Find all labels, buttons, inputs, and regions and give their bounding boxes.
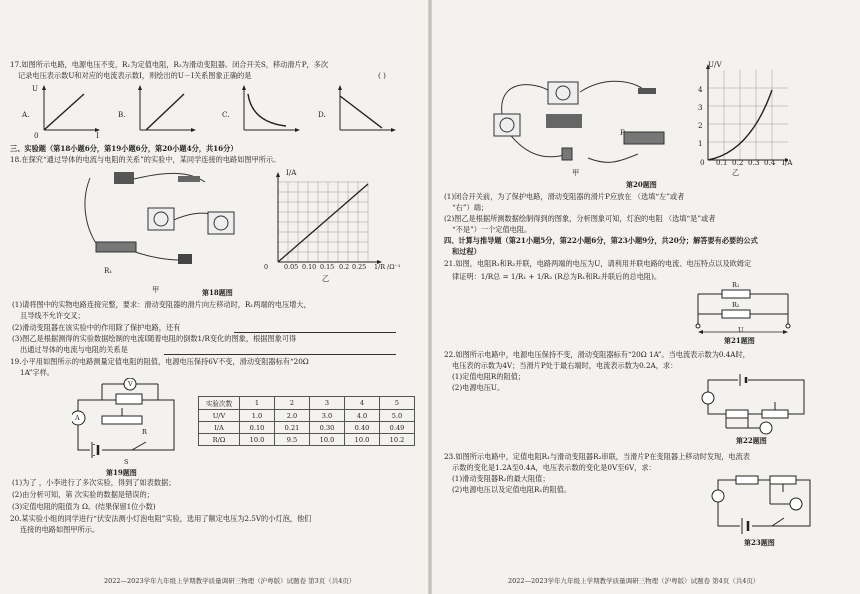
table-cell: 10.0 <box>240 434 275 446</box>
q23-part2: (2)电源电压以及定值电阻R₁的阻值。 <box>452 485 572 494</box>
q23-part1: (1)滑动变阻器R₂的最大阻值； <box>452 474 550 483</box>
q20-part1-line1: (1)闭合开关前，为了保护电路，滑动变阻器的滑片P应放在 （选填“左”或者 <box>444 192 685 201</box>
q19-part1: (1)为了 ，小李进行了多次实验，得到了如表数据； <box>12 478 176 487</box>
fig20-xtick-1: 0.1 <box>716 158 728 167</box>
q18-graph-x-label: 1/R /Ω⁻¹ <box>374 263 401 271</box>
q18-part2: (2)滑动变阻器在该实验中的作用除了保护电路，还有 <box>12 323 181 332</box>
q18-part3-answer-line <box>164 354 396 355</box>
q23-text-line1: 23.如图所示电路中，定值电阻R₁与滑动变阻器R₂串联，当滑片P在变阻器上移动时发现，电流表 <box>444 452 750 461</box>
fig20-caption: 第20题图 <box>626 180 657 189</box>
q18-part3-line2: 出通过导体的电流与电阻的关系是 <box>20 345 128 354</box>
table-cell: 0.49 <box>380 422 415 434</box>
fig20-slider-p: P <box>620 128 625 137</box>
table-cell: 0.30 <box>310 422 345 434</box>
q23-caption: 第23题图 <box>744 538 775 547</box>
q17-answer-bracket: ( ) <box>378 71 386 80</box>
table-cell: 10.0 <box>310 434 345 446</box>
q21-text-line2: 律证明：1/R总 = 1/R₁ + 1/R₂ (R总为R₁和R₂并联后的总电阻)。 <box>452 272 662 281</box>
q17-graph-c <box>236 84 301 138</box>
q17-option-a: A. <box>22 110 30 119</box>
q20-part2-line2: “不是”）一个定值电阻。 <box>452 225 532 234</box>
q20-text-line1: 20.某实验小组的同学进行“伏安法测小灯泡电阻”实验，选用了额定电压为2.5V的小灯泡，他们 <box>10 514 312 523</box>
q17-option-b: B. <box>118 110 126 119</box>
table-row <box>199 410 415 422</box>
q18-text: 18.在探究“通过导体的电流与电阻的关系”的实验中，某同学连接的电路如图甲所示。 <box>10 155 281 164</box>
table-header-cell: 实验次数 <box>199 397 240 410</box>
table-cell: 1.0 <box>240 410 275 422</box>
q18-label-jia: 甲 <box>152 285 160 294</box>
table-cell: R/Ω <box>199 434 240 446</box>
fig20-axis-y: U/V <box>708 60 722 69</box>
fig20-xtick-4: 0.4 <box>764 158 776 167</box>
table-header-cell: 5 <box>380 397 415 410</box>
q22-caption: 第22题图 <box>736 436 767 445</box>
fig20-xtick-3: 0.3 <box>748 158 760 167</box>
fig20-xtick-2: 0.2 <box>732 158 744 167</box>
q19-text-line1: 19.小平用如图所示的电路测量定值电阻的阻值，电源电压保持6V不变，滑动变阻器标有“20Ω <box>10 357 309 366</box>
q19-part3: (3)定值电阻的阻值为 Ω。(结果保留1位小数) <box>12 502 156 511</box>
q18-tick-2: 0.10 <box>302 263 317 271</box>
section4-heading-line1: 四、计算与推导题（第21小题5分，第22小题6分，第23小题9分，共20分；解答要有必要的公式 <box>444 236 758 245</box>
q18-tick-5: 0.25 <box>352 263 367 271</box>
q22-text-line1: 22.如图所示电路中，电源电压保持不变，滑动变阻器标有“20Ω 1A”。当电流表示数为0.4A时， <box>444 350 750 359</box>
table-cell: 0.40 <box>345 422 380 434</box>
fig20-ui-graph <box>688 60 788 168</box>
page3-footer: 2022—2023学年九年级上学期教学质量调研三物理（沪粤版）试题卷 第3页（共4页） <box>104 577 356 585</box>
q23-circuit-diagram <box>710 474 820 538</box>
q23-text-line2: 示数的变化是1.2A至0.4A，电压表示数的变化是0V至6V，求： <box>452 463 656 472</box>
q18-tick-4: 0.2 <box>339 263 350 271</box>
table-cell: 10.2 <box>380 434 415 446</box>
q19-figure-caption: 第19题图 <box>106 468 137 477</box>
q19-text-line2: 1A”字样。 <box>20 368 54 377</box>
q18-tick-3: 0.15 <box>320 263 335 271</box>
table-header-cell: 3 <box>310 397 345 410</box>
q21-r2-label: R₂ <box>732 301 740 309</box>
q20-circuit-diagram <box>488 62 668 174</box>
table-cell: U/V <box>199 410 240 422</box>
q17-graph-a <box>36 84 101 138</box>
q22-circuit-diagram <box>700 372 810 436</box>
q18-tick-1: 0.05 <box>284 263 299 271</box>
table-row <box>199 422 415 434</box>
section4-heading-line2: 和过程） <box>452 247 481 256</box>
q22-part2: (2)电源电压U。 <box>452 383 505 392</box>
fig20-origin: 0 <box>700 158 705 167</box>
table-row <box>199 397 415 410</box>
table-cell: I/A <box>199 422 240 434</box>
q17-graph-b <box>132 84 197 138</box>
q19-switch-s: S <box>124 458 129 466</box>
table-cell: 4.0 <box>345 410 380 422</box>
table-cell: 2.0 <box>275 410 310 422</box>
q20-text-line2: 连接的电路如图甲所示。 <box>20 525 100 534</box>
q18-graph <box>268 170 388 276</box>
q20-part1-line2: “右”）端； <box>452 203 489 212</box>
q22-part1: (1)定值电阻R的阻值； <box>452 372 526 381</box>
q18-part3-line1: (3)图乙是根据测得的实验数据绘制的电流I随着电阻的倒数1/R变化的图象，根据图象可得 <box>12 334 297 343</box>
q19-ammeter-a: A <box>75 414 80 422</box>
q17-option-d: D. <box>318 110 326 119</box>
q19-data-table <box>198 396 415 446</box>
q19-resistor-r: R <box>142 428 147 436</box>
q17-text-line2: 记录电压表示数U和对应的电流表示数I，则绘出的U－I关系图象正确的是 <box>18 71 252 80</box>
fig20-label-yi: 乙 <box>732 168 740 177</box>
table-cell: 10.0 <box>345 434 380 446</box>
table-header-cell: 2 <box>275 397 310 410</box>
q18-r1-label: R₁ <box>104 266 113 275</box>
q18-tick-0: 0 <box>264 263 269 271</box>
q18-figure-caption: 第18题图 <box>202 288 233 297</box>
q21-text-line1: 21.如图，电阻R₁和R₂并联，电路两端的电压为U，请利用并联电路的电流、电压特点以及欧姆定 <box>444 259 752 268</box>
table-cell: 0.21 <box>275 422 310 434</box>
q22-text-line2: 电压表的示数为4V；当滑片P处于最右端时，电流表示数为0.2A，求： <box>452 361 678 370</box>
q18-part2-answer-line <box>234 332 396 333</box>
section3-heading: 三、实验题（第18小题6分，第19小题6分，第20小题4分，共16分） <box>10 144 238 153</box>
table-row <box>199 434 415 446</box>
fig20-ytick-2: 2 <box>698 121 703 130</box>
page4-footer: 2022—2023学年九年级上学期教学质量调研三物理（沪粤版）试题卷 第4页（共4页） <box>508 577 760 585</box>
fig20-ytick-1: 1 <box>698 139 703 148</box>
q21-r1-label: R₁ <box>732 281 740 289</box>
fig20-axis-x: I/A <box>782 158 793 167</box>
q19-circuit-diagram <box>72 378 182 458</box>
q21-u-label: U <box>738 326 744 334</box>
table-header-cell: 4 <box>345 397 380 410</box>
table-header-cell: 1 <box>240 397 275 410</box>
table-cell: 3.0 <box>310 410 345 422</box>
q20-part2-line1: (2)图乙是根据所测数据绘制得到的图象，分析图象可知，灯泡的电阻 （选填“是”或者 <box>444 214 716 223</box>
table-cell: 5.0 <box>380 410 415 422</box>
fig20-ytick-4: 4 <box>698 85 703 94</box>
q17-option-c: C. <box>222 110 230 119</box>
q17-graph-d <box>332 84 397 138</box>
table-cell: 9.5 <box>275 434 310 446</box>
q18-part1-line1: (1)请将图中的实物电路连接完整，要求：滑动变阻器的滑片向左移动时，R₁两端的电压增大， <box>12 300 311 309</box>
q18-circuit-diagram <box>70 168 250 276</box>
exam-page-4 <box>430 0 860 594</box>
q18-label-yi: 乙 <box>322 274 330 283</box>
q19-voltmeter-v: V <box>128 380 133 388</box>
fig20-label-jia: 甲 <box>572 168 580 177</box>
q17-axis-i: I <box>96 131 99 140</box>
q21-caption: 第21题图 <box>724 336 755 345</box>
fig20-ytick-3: 3 <box>698 103 703 112</box>
table-cell: 0.10 <box>240 422 275 434</box>
q17-text-line1: 17.如图所示电路，电源电压不变，R₁为定值电阻，R₂为滑动变阻器。闭合开关S，移动滑片P，多次 <box>10 60 329 69</box>
q17-origin: 0 <box>34 131 39 140</box>
q18-graph-y-label: I/A <box>286 168 297 177</box>
q19-part2: (2)由分析可知，第 次实验的数据是错误的； <box>12 490 154 499</box>
q18-part1-line2: 且导线不允许交叉； <box>20 311 85 320</box>
q17-axis-u: U <box>32 84 39 93</box>
